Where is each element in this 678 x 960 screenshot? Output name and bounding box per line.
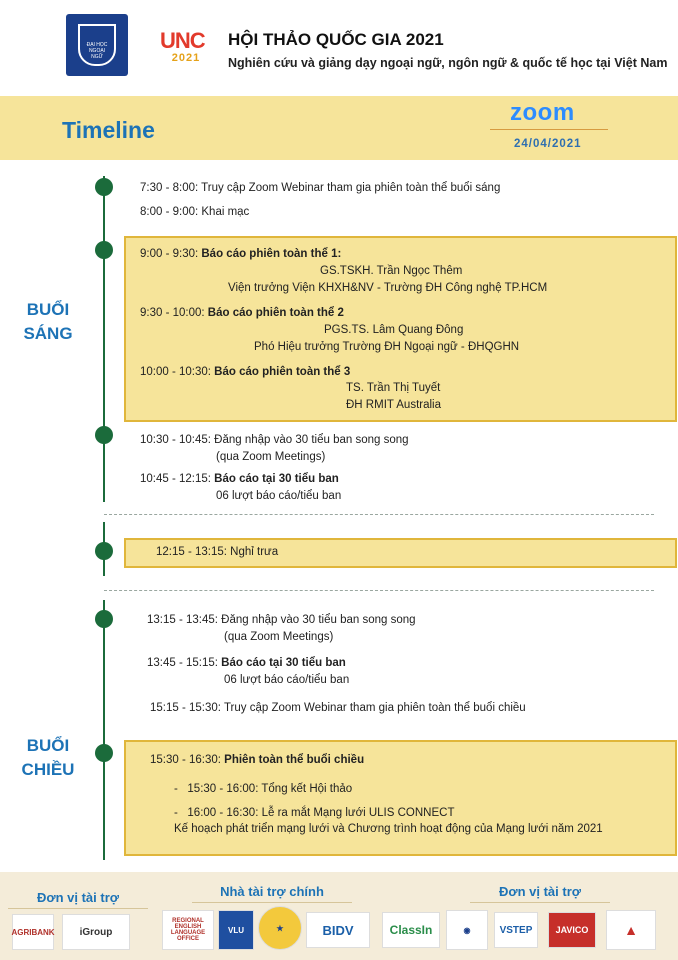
relo-logo: REGIONAL ENGLISH LANGUAGE OFFICE bbox=[162, 910, 214, 950]
plenary-1-heading bbox=[140, 248, 341, 260]
javico-logo: JAVICO bbox=[548, 912, 596, 948]
sponsor-rule bbox=[192, 902, 352, 903]
afternoon-plenary-heading bbox=[150, 754, 364, 766]
agribank-logo: AGRIBANK bbox=[12, 914, 54, 950]
zoom-divider bbox=[490, 129, 608, 130]
afternoon-plenary-title: Phiên toàn thể buổi chiều bbox=[224, 754, 365, 766]
timeline-dot bbox=[95, 542, 113, 560]
schedule-item-time: 10:45 - 12:15: bbox=[140, 473, 215, 485]
sponsor-title-right: Đơn vị tài trợ bbox=[498, 884, 582, 899]
schedule-item: 15:15 - 15:30: Truy cập Zoom Webinar tham gia phiên toàn thể buổi chiều bbox=[150, 702, 526, 714]
fuji-logo bbox=[606, 910, 656, 950]
event-date: 24/04/2021 bbox=[514, 138, 582, 150]
section-label-afternoon bbox=[8, 734, 88, 782]
plenary-3-affiliation: ĐH RMIT Australia bbox=[346, 399, 442, 411]
sponsor-title-main: Nhà tài trợ chính bbox=[220, 884, 324, 899]
lunch-item: 12:15 - 13:15: Nghỉ trưa bbox=[156, 546, 279, 558]
ulis-logo bbox=[66, 14, 128, 76]
unc-logo-text bbox=[160, 30, 212, 52]
afternoon-plenary-time: 15:30 - 16:30: bbox=[150, 754, 225, 766]
schedule-item-note: 06 lượt báo cáo/tiểu ban bbox=[216, 490, 342, 502]
ulis-logo-text: ĐẠI HỌC NGOẠI NGỮ bbox=[86, 42, 108, 60]
unc-logo bbox=[160, 30, 212, 64]
mountain-icon: ▲ bbox=[624, 922, 638, 938]
vlu-logo: VLU bbox=[218, 910, 254, 950]
timeline-title: Timeline bbox=[62, 117, 155, 143]
plenary-1-affiliation: Viện trưởng Viện KHXH&NV - Trường ĐH Công nghệ TP.HCM bbox=[228, 282, 548, 294]
plenary-1-speaker: GS.TSKH. Trần Ngọc Thêm bbox=[320, 265, 463, 277]
timeline-dot bbox=[95, 426, 113, 444]
igroup-logo: iGroup bbox=[62, 914, 130, 950]
timeline-dot bbox=[95, 744, 113, 762]
schedule-item-title: Báo cáo tại 30 tiểu ban bbox=[214, 473, 339, 485]
plenary-3-heading bbox=[140, 366, 350, 378]
section-label-morning-line1: BUỔI bbox=[26, 300, 70, 319]
timeline-line-morning bbox=[103, 176, 105, 502]
globe-icon: ◉ bbox=[463, 925, 471, 935]
sponsor-rule bbox=[8, 908, 148, 909]
schedule-item: 7:30 - 8:00: Truy cập Zoom Webinar tham gia phiên toàn thể buổi sáng bbox=[140, 182, 501, 194]
afternoon-plenary-item-note: Kế hoạch phát triển mạng lưới và Chương trình hoạt động của Mạng lưới năm 2021 bbox=[174, 823, 603, 835]
plenary-3-title: Báo cáo phiên toàn thể 3 bbox=[214, 366, 351, 378]
timeline-dot bbox=[95, 241, 113, 259]
schedule-item-note: (qua Zoom Meetings) bbox=[224, 631, 334, 643]
schedule-item: 8:00 - 9:00: Khai mạc bbox=[140, 206, 250, 218]
section-label-morning bbox=[8, 298, 88, 346]
divider bbox=[104, 514, 654, 515]
sponsor-rule bbox=[470, 902, 610, 903]
timeline-dot bbox=[95, 610, 113, 628]
section-label-afternoon-line2: CHIỀU bbox=[21, 760, 75, 779]
plenary-2-time: 9:30 - 10:00: bbox=[140, 307, 208, 319]
emblem-logo bbox=[258, 906, 302, 950]
plenary-1-title: Báo cáo phiên toàn thể 1: bbox=[201, 248, 342, 260]
schedule-item-note: 06 lượt báo cáo/tiểu ban bbox=[224, 674, 350, 686]
classin-logo: ClassIn bbox=[382, 912, 440, 948]
schedule-item-note: (qua Zoom Meetings) bbox=[216, 451, 326, 463]
shield-icon bbox=[78, 24, 116, 66]
afternoon-plenary-item: - 16:00 - 16:30: Lễ ra mắt Mạng lưới ULIS CONNECT bbox=[174, 807, 455, 819]
conference-subtitle: Nghiên cứu và giảng dạy ngoại ngữ, ngôn ngữ & quốc tế học tại Việt Nam bbox=[228, 56, 668, 70]
emblem-icon: ★ bbox=[276, 923, 284, 933]
divider bbox=[104, 590, 654, 591]
section-label-morning-line2: SÁNG bbox=[23, 324, 73, 343]
schedule-item: 13:15 - 13:45: Đăng nhập vào 30 tiểu ban song song bbox=[147, 614, 416, 626]
zoom-logo: zoom bbox=[510, 99, 575, 126]
schedule-item-time: 13:45 - 15:15: bbox=[147, 657, 222, 669]
bidv-logo: BIDV bbox=[306, 912, 370, 948]
timeline-line-afternoon bbox=[103, 600, 105, 860]
schedule-item: 10:30 - 10:45: Đăng nhập vào 30 tiểu ban song song bbox=[140, 434, 409, 446]
schedule-item bbox=[140, 473, 339, 485]
plenary-2-title: Báo cáo phiên toàn thể 2 bbox=[207, 307, 344, 319]
unc-logo-year: 2021 bbox=[171, 52, 201, 64]
plenary-2-heading bbox=[140, 307, 344, 319]
plenary-2-speaker: PGS.TS. Lâm Quang Đông bbox=[324, 324, 464, 336]
plenary-3-speaker: TS. Trần Thị Tuyết bbox=[346, 382, 441, 394]
schedule-item bbox=[147, 657, 346, 669]
unc-logo-letters: UNC bbox=[160, 28, 205, 53]
conference-title: HỘI THẢO QUỐC GIA 2021 bbox=[228, 30, 444, 49]
sponsor-title-left: Đơn vị tài trợ bbox=[36, 890, 120, 905]
timeline-dot bbox=[95, 178, 113, 196]
plenary-3-time: 10:00 - 10:30: bbox=[140, 366, 215, 378]
plenary-2-affiliation: Phó Hiệu trưởng Trường ĐH Ngoại ngữ - ĐHQGHN bbox=[254, 341, 520, 353]
section-label-afternoon-line1: BUỔI bbox=[26, 736, 70, 755]
partner-logo bbox=[446, 910, 488, 950]
afternoon-plenary-item: - 15:30 - 16:00: Tổng kết Hội thảo bbox=[174, 783, 353, 795]
vstep-logo: VSTEP bbox=[494, 912, 538, 948]
schedule-item-title: Báo cáo tại 30 tiểu ban bbox=[221, 657, 346, 669]
plenary-1-time: 9:00 - 9:30: bbox=[140, 248, 202, 260]
